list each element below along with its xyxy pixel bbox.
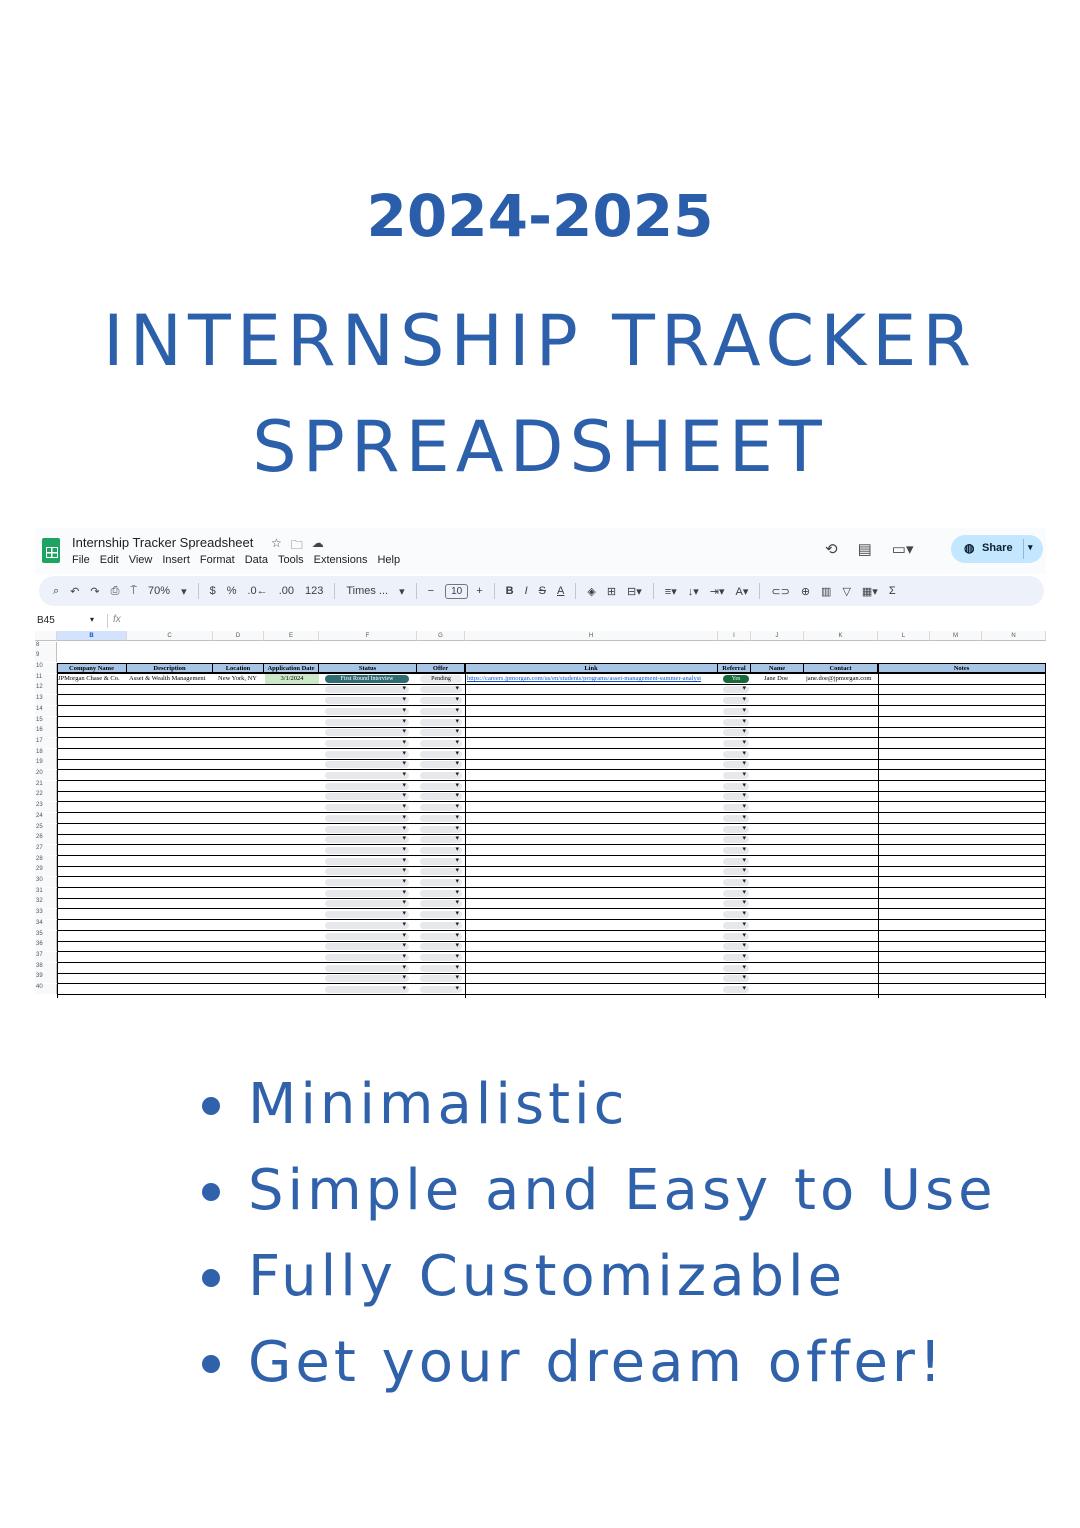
table-header-cell: Location [213,663,264,673]
toolbar-divider [198,583,199,599]
status-dropdown-empty[interactable] [325,686,409,693]
decrease-decimal-button[interactable]: .0← [247,585,268,597]
referral-dropdown-empty[interactable] [723,847,749,854]
referral-dropdown-empty[interactable] [723,879,749,886]
row-border [57,727,1046,728]
offer-dropdown-empty[interactable] [420,761,462,768]
offer-dropdown-empty[interactable] [420,965,462,972]
row-header[interactable]: 31 [35,888,57,898]
status-dropdown-empty[interactable] [325,729,409,736]
row-border [57,983,1046,984]
referral-dropdown-empty[interactable] [723,729,749,736]
functions-button[interactable]: Σ [888,585,896,597]
table-header-cell: Link [465,663,718,673]
offer-dropdown-empty[interactable] [420,890,462,897]
row-header[interactable]: 19 [35,759,57,769]
referral-dropdown-empty[interactable] [723,826,749,833]
row-border [57,908,1046,909]
referral-dropdown-empty[interactable] [723,751,749,758]
star-icon[interactable]: ☆ [271,536,282,550]
row-header[interactable]: 17 [35,738,57,748]
row-header[interactable]: 9 [35,652,57,662]
status-dropdown-empty[interactable] [325,879,409,886]
toolbar-divider [334,583,335,599]
referral-dropdown-empty[interactable] [723,890,749,897]
column-header-g[interactable]: G [417,631,465,641]
status-dropdown-empty[interactable] [325,804,409,811]
row-header[interactable]: 16 [35,727,57,737]
row-border [57,930,1046,931]
undo-icon[interactable]: ↶ [70,585,80,598]
offer-dropdown-empty[interactable] [420,751,462,758]
feature-list [200,1070,997,1414]
row-header[interactable]: 37 [35,952,57,962]
referral-dropdown-empty[interactable] [723,858,749,865]
menu-bar [72,554,400,566]
column-border [878,663,879,998]
row-header[interactable]: 40 [35,984,57,994]
referral-dropdown-empty[interactable] [723,793,749,800]
referral-dropdown-empty[interactable] [723,943,749,950]
offer-dropdown-empty[interactable] [420,986,462,993]
cell-name[interactable]: Jane Doe [764,675,789,682]
row-header[interactable]: 24 [35,813,57,823]
menu-format[interactable]: Format [199,554,235,566]
filter-icon[interactable]: ▽ [842,585,851,598]
feature-item [200,1156,997,1242]
bullet-dot [202,1183,220,1201]
table-header-cell: Offer [417,663,465,673]
offer-dropdown-empty[interactable] [420,826,462,833]
offer-dropdown-empty[interactable] [420,922,462,929]
column-header-k[interactable]: K [804,631,878,641]
row-border [57,962,1046,963]
header-actions [825,540,913,558]
comments-icon[interactable]: ▤ [857,541,872,558]
row-border [57,941,1046,942]
offer-dropdown-empty[interactable] [420,900,462,907]
status-dropdown-empty[interactable] [325,890,409,897]
paint-format-icon[interactable]: ⍑ [130,584,138,597]
offer-dropdown-empty[interactable] [420,836,462,843]
status-dropdown-empty[interactable] [325,900,409,907]
row-border [57,791,1046,792]
feature-item [200,1242,997,1328]
offer-dropdown-empty[interactable] [420,879,462,886]
toolbar-divider [494,583,495,599]
row-header[interactable]: 33 [35,909,57,919]
search-icon[interactable]: ⌕ [53,584,60,597]
spreadsheet-screenshot [35,528,1046,998]
offer-dropdown[interactable]: Pending [420,675,462,683]
row-border [57,919,1046,920]
increase-decimal-button[interactable]: .00 [278,585,294,597]
row-header[interactable]: 29 [35,866,57,876]
column-header-h[interactable]: H [465,631,718,641]
text-color-button[interactable]: A [557,585,565,597]
column-header-m[interactable]: M [930,631,982,641]
offer-dropdown-empty[interactable] [420,708,462,715]
row-border [57,951,1046,952]
row-border [57,812,1046,813]
menu-extensions[interactable]: Extensions [313,554,368,566]
table-header-cell: Referral [718,663,751,673]
row-border [57,705,1046,706]
row-border [57,823,1046,824]
menu-file[interactable]: File [72,554,90,566]
row-header[interactable]: 30 [35,877,57,887]
offer-dropdown-empty[interactable] [420,719,462,726]
row-border [57,748,1046,749]
row-border [57,887,1046,888]
offer-dropdown-empty[interactable] [420,729,462,736]
rotate-text-icon[interactable]: A▾ [735,585,749,598]
offer-dropdown-empty[interactable] [420,847,462,854]
bullet-dot [202,1097,220,1115]
menu-edit[interactable]: Edit [99,554,119,566]
row-header[interactable]: 10 [35,663,57,673]
comment-icon[interactable]: ⊕ [800,585,811,598]
column-header-i[interactable]: I [718,631,751,641]
row-header[interactable]: 25 [35,824,57,834]
column-header-n[interactable]: N [982,631,1046,641]
row-header[interactable]: 34 [35,920,57,930]
globe-icon: ◍ [964,541,975,555]
column-border [57,663,58,998]
referral-dropdown-empty[interactable] [723,900,749,907]
referral-dropdown-empty[interactable] [723,815,749,822]
row-header[interactable]: 26 [35,834,57,844]
offer-dropdown-empty[interactable] [420,815,462,822]
redo-icon[interactable]: ↷ [90,585,100,598]
feature-text: Get your dream offer! [248,1330,946,1395]
row-header[interactable]: 22 [35,791,57,801]
toolbar-divider [575,583,576,599]
link-icon[interactable]: ⊂⊃ [771,585,790,598]
share-divider [1023,539,1024,559]
row-border [57,866,1046,867]
row-header[interactable]: 38 [35,963,57,973]
status-dropdown-empty[interactable] [325,868,409,875]
row-header[interactable]: 23 [35,802,57,812]
referral-dropdown-empty[interactable] [723,868,749,875]
title-line-2: SPREADSHEET [252,406,828,488]
percent-button[interactable]: % [226,585,237,597]
row-header[interactable]: 39 [35,973,57,983]
table-header-cell: Status [319,663,417,673]
cell-link[interactable]: https://careers.jpmorgan.com/us/en/students/programs/asset-management-summer-analyst [467,675,702,682]
offer-dropdown-empty[interactable] [420,943,462,950]
cell-description[interactable]: Asset & Wealth Management [129,675,206,682]
offer-dropdown-empty[interactable] [420,697,462,704]
vertical-align-icon[interactable]: ↓▾ [687,585,699,598]
status-dropdown-empty[interactable] [325,719,409,726]
currency-button[interactable]: $ [209,585,216,597]
column-header-c[interactable]: C [127,631,213,641]
offer-dropdown-empty[interactable] [420,740,462,747]
referral-dropdown-empty[interactable] [723,686,749,693]
name-box[interactable]: B45 [37,615,55,626]
row-border [57,855,1046,856]
referral-dropdown-empty[interactable] [723,719,749,726]
row-border [57,694,1046,695]
referral-dropdown-empty[interactable] [723,772,749,779]
cell-company[interactable]: JPMorgan Chase & Co. [58,675,120,682]
meet-icon[interactable]: ▭▾ [891,541,914,558]
feature-item [200,1070,997,1156]
row-header[interactable]: 20 [35,770,57,780]
referral-dropdown-empty[interactable] [723,933,749,940]
status-dropdown-empty[interactable] [325,783,409,790]
chevron-down-icon[interactable]: ▾ [1028,542,1033,552]
row-border [57,876,1046,877]
status-dropdown-empty[interactable] [325,943,409,950]
feature-item [200,1328,997,1414]
row-border [57,769,1046,770]
offer-dropdown-empty[interactable] [420,858,462,865]
cell-grid[interactable] [35,631,1046,998]
menu-help[interactable]: Help [377,554,401,566]
chart-icon[interactable]: ▥ [821,585,832,598]
row-border [57,898,1046,899]
status-dropdown-empty[interactable] [325,815,409,822]
column-header-f[interactable]: F [319,631,417,641]
row-border [57,737,1046,738]
row-border [57,994,1046,995]
number-format-button[interactable]: 123 [304,585,324,597]
row-header[interactable]: 36 [35,941,57,951]
print-icon[interactable]: ⎙ [110,584,120,597]
status-dropdown-empty[interactable] [325,986,409,993]
menu-view[interactable]: View [128,554,153,566]
referral-dropdown-empty[interactable] [723,975,749,982]
row-border [57,844,1046,845]
feature-text: Fully Customizable [248,1244,847,1309]
table-header-cell: Application Date [264,663,319,673]
offer-dropdown-empty[interactable] [420,868,462,875]
history-icon[interactable]: ⟲ [825,541,838,558]
feature-text: Minimalistic [248,1072,629,1137]
status-dropdown-empty[interactable] [325,772,409,779]
row-header[interactable]: 13 [35,695,57,705]
merge-cells-icon[interactable]: ⊟▾ [627,585,642,598]
status-dropdown-empty[interactable] [325,933,409,940]
font-size-decrease-button[interactable]: − [427,585,435,597]
cell-contact[interactable]: jane.doe@jpmorgan.com [806,675,872,682]
bold-button[interactable]: B [505,585,514,597]
status-dropdown-empty[interactable] [325,836,409,843]
align-icon[interactable]: ≡▾ [664,585,677,598]
row-header[interactable]: 14 [35,706,57,716]
bullet-dot [202,1269,220,1287]
fill-color-icon[interactable]: ◈ [587,585,596,598]
status-dropdown-empty[interactable] [325,975,409,982]
status-dropdown[interactable]: First Round Interview [325,675,409,683]
status-dropdown-empty[interactable] [325,847,409,854]
toolbar-divider [759,583,760,599]
column-border [1045,663,1046,998]
row-header[interactable]: 27 [35,845,57,855]
title-line-1: INTERNSHIP TRACKER [102,300,978,382]
select-all-corner[interactable] [35,631,57,641]
name-box-chevron-icon[interactable]: ▾ [90,615,95,624]
table-header-cell: Description [127,663,213,673]
referral-dropdown-empty[interactable] [723,804,749,811]
font-select[interactable]: Times ... [346,585,389,597]
row-header[interactable]: 11 [35,674,57,684]
status-dropdown-empty[interactable] [325,858,409,865]
status-dropdown-empty[interactable] [325,826,409,833]
row-header[interactable]: 18 [35,749,57,759]
font-size-input[interactable]: 10 [445,584,468,599]
bullet-dot [202,1355,220,1373]
year-heading: 2024-2025 [366,182,714,250]
document-title[interactable]: Internship Tracker Spreadsheet [72,535,254,550]
table-header-cell: Contact [804,663,878,673]
feature-text: Simple and Easy to Use [248,1158,997,1223]
formula-divider [107,614,108,628]
zoom-chevron-icon[interactable]: ▾ [181,585,187,598]
offer-dropdown-empty[interactable] [420,975,462,982]
row-header[interactable]: 28 [35,856,57,866]
share-button[interactable] [951,535,1043,563]
referral-dropdown-empty[interactable] [723,911,749,918]
status-dropdown-empty[interactable] [325,965,409,972]
referral-dropdown[interactable]: Yes [723,675,749,683]
title-bar [35,528,1046,574]
offer-dropdown-empty[interactable] [420,954,462,961]
fx-label: fx [113,614,121,625]
row-border [57,834,1046,835]
offer-dropdown-empty[interactable] [420,772,462,779]
status-dropdown-empty[interactable] [325,697,409,704]
formula-bar [35,612,1046,630]
share-label: Share [982,542,1013,554]
toolbar [39,576,1044,606]
offer-dropdown-empty[interactable] [420,686,462,693]
column-border [465,663,466,998]
cell-location[interactable]: New York, NY [218,675,258,682]
referral-dropdown-empty[interactable] [723,708,749,715]
font-chevron-icon[interactable]: ▾ [399,585,405,598]
toolbar-divider [653,583,654,599]
row-border [57,973,1046,974]
offer-dropdown-empty[interactable] [420,783,462,790]
column-header-l[interactable]: L [878,631,930,641]
menu-tools[interactable]: Tools [277,554,304,566]
offer-dropdown-empty[interactable] [420,933,462,940]
row-border [57,780,1046,781]
status-dropdown-empty[interactable] [325,751,409,758]
referral-dropdown-empty[interactable] [723,922,749,929]
move-folder-icon[interactable]: 🗀 [290,538,303,552]
menu-insert[interactable]: Insert [162,554,190,566]
offer-dropdown-empty[interactable] [420,804,462,811]
row-border [57,801,1046,802]
status-dropdown-empty[interactable] [325,708,409,715]
strikethrough-button[interactable]: S [538,585,546,597]
toolbar-divider [416,583,417,599]
sheets-logo-icon[interactable] [42,538,60,563]
row-header[interactable]: 8 [35,642,57,652]
row-header[interactable]: 35 [35,931,57,941]
offer-dropdown-empty[interactable] [420,793,462,800]
status-dropdown-empty[interactable] [325,740,409,747]
column-header-j[interactable]: J [751,631,804,641]
row-border [57,684,1046,685]
referral-dropdown-empty[interactable] [723,761,749,768]
status-dropdown-empty[interactable] [325,922,409,929]
borders-icon[interactable]: ⊞ [606,585,617,598]
row-header[interactable]: 15 [35,717,57,727]
status-dropdown-empty[interactable] [325,793,409,800]
column-header-d[interactable]: D [213,631,264,641]
row-border [57,673,1046,674]
menu-data[interactable]: Data [244,554,268,566]
wrap-icon[interactable]: ⇥▾ [709,585,725,598]
offer-dropdown-empty[interactable] [420,911,462,918]
column-header-b[interactable]: B [57,631,127,641]
font-size-increase-button[interactable]: + [476,585,483,597]
status-dropdown-empty[interactable] [325,911,409,918]
row-border [57,716,1046,717]
status-dropdown-empty[interactable] [325,954,409,961]
referral-dropdown-empty[interactable] [723,783,749,790]
filter-views-icon[interactable]: ▦▾ [861,585,878,598]
row-header[interactable]: 21 [35,781,57,791]
referral-dropdown-empty[interactable] [723,986,749,993]
row-border [57,759,1046,760]
referral-dropdown-empty[interactable] [723,740,749,747]
table-header-cell: Name [751,663,804,673]
referral-dropdown-empty[interactable] [723,965,749,972]
row-header[interactable]: 32 [35,898,57,908]
table-header-cell: Notes [878,663,1046,673]
referral-dropdown-empty[interactable] [723,954,749,961]
status-dropdown-empty[interactable] [325,761,409,768]
zoom-select[interactable]: 70% [148,585,171,597]
column-header-e[interactable]: E [264,631,319,641]
row-header[interactable]: 12 [35,684,57,694]
cell-application-date[interactable]: 3/1/2024 [265,674,319,684]
referral-dropdown-empty[interactable] [723,836,749,843]
cloud-icon[interactable]: ☁ [311,536,324,550]
referral-dropdown-empty[interactable] [723,697,749,704]
italic-button[interactable]: I [524,585,528,597]
table-header-cell: Company Name [57,663,127,673]
